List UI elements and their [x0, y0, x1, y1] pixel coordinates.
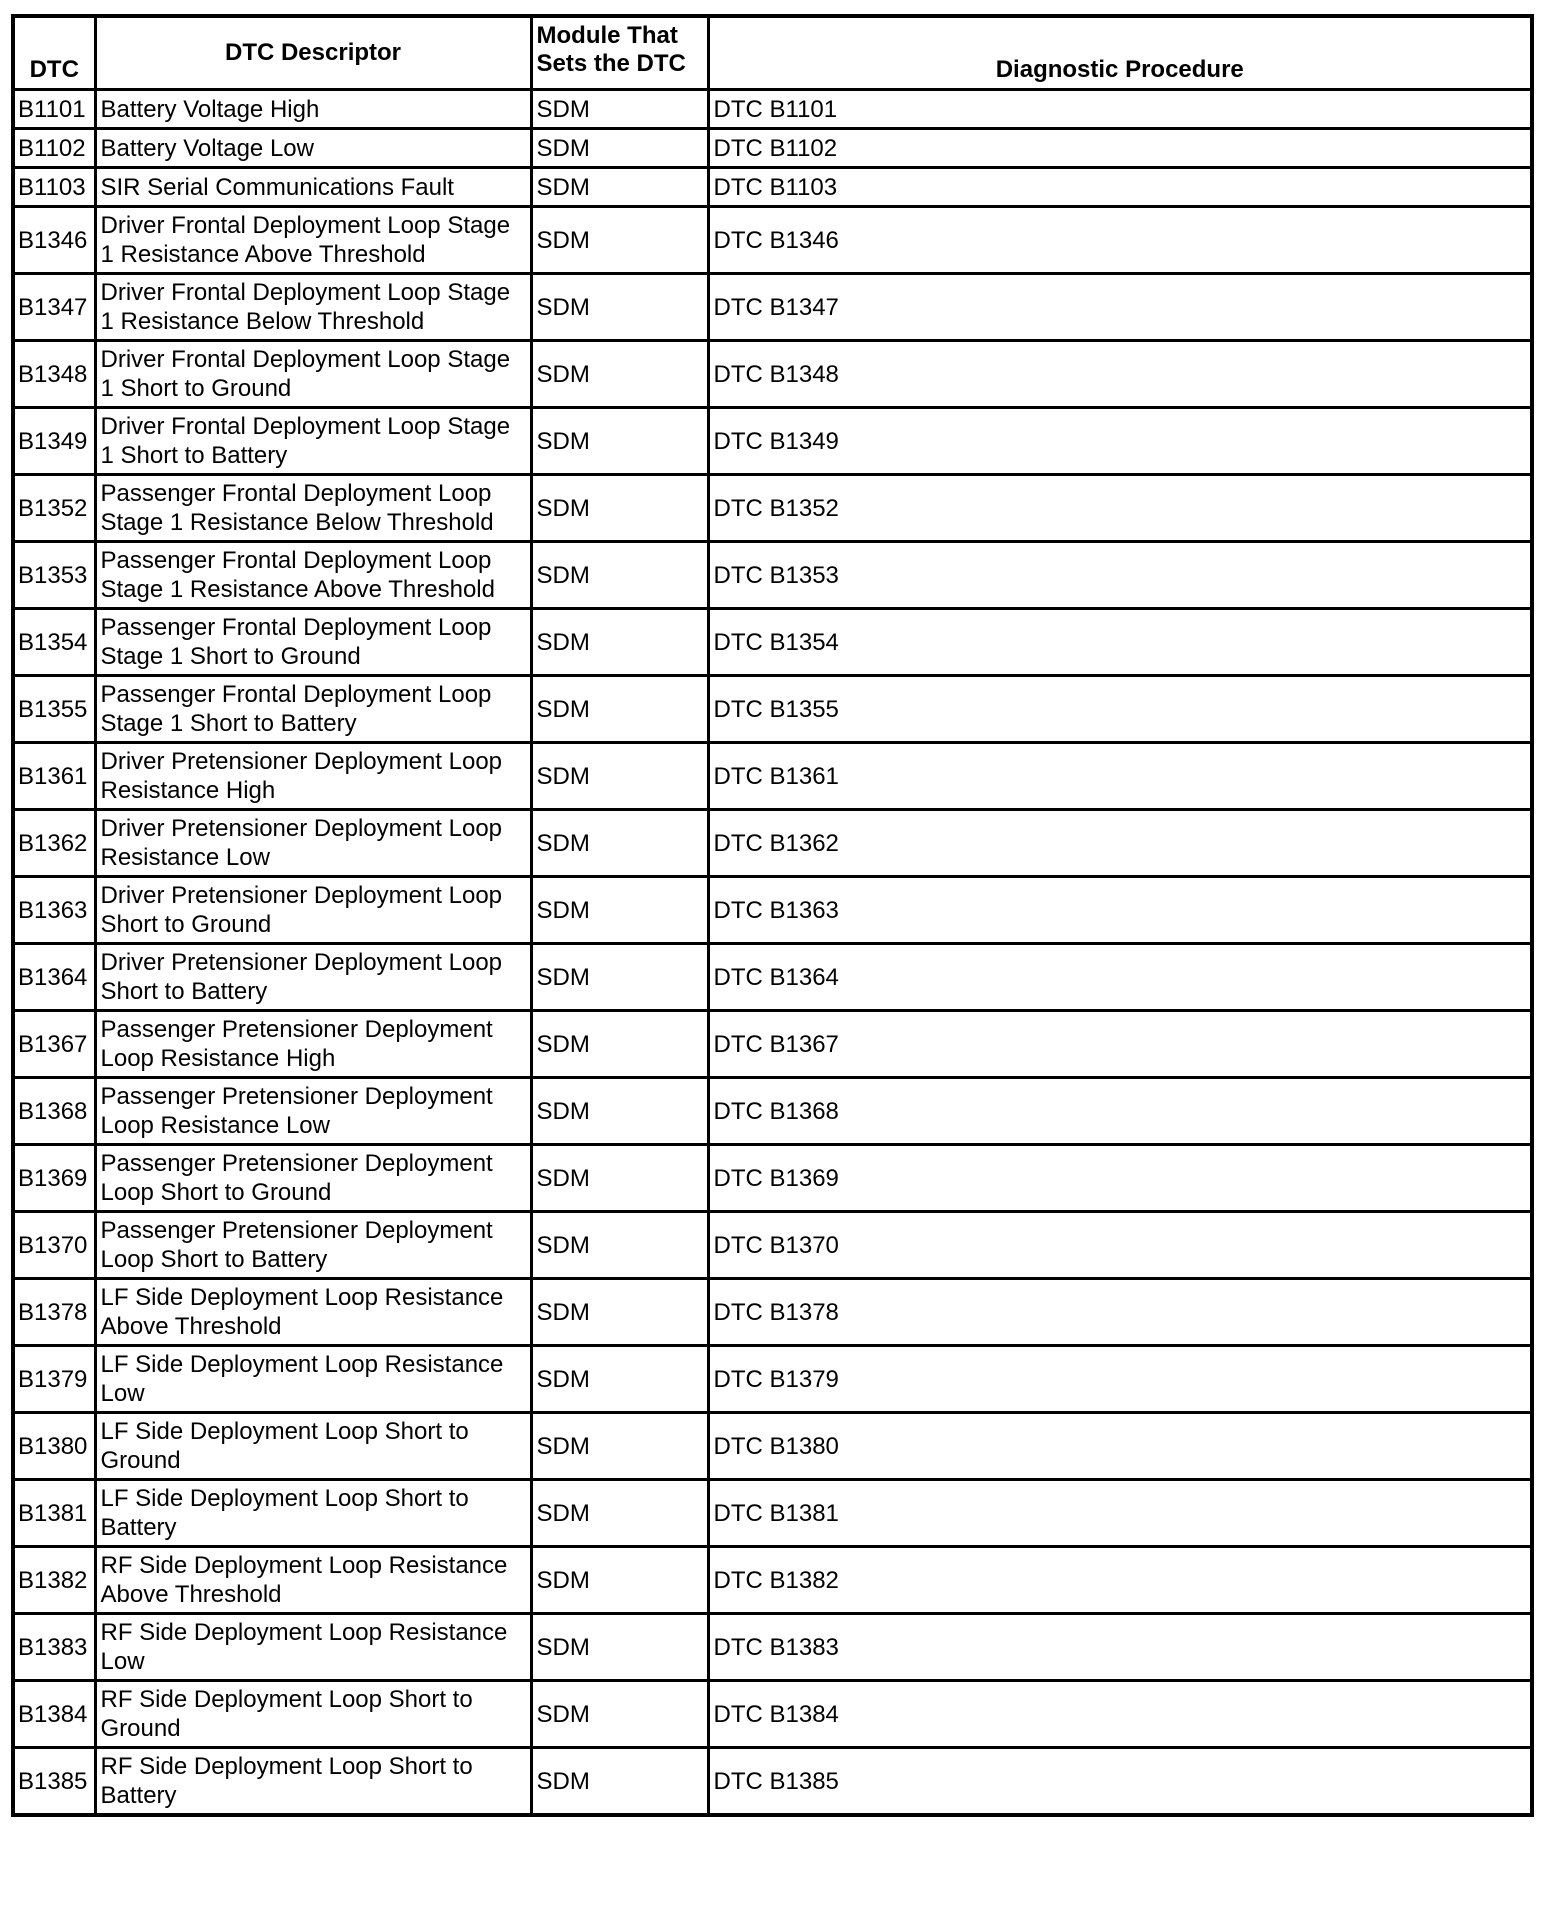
dtc-code-cell: B1380: [13, 1413, 95, 1480]
table-row: [13, 743, 1532, 810]
procedure-cell: DTC B1362: [708, 810, 1532, 877]
header-diagnostic-procedure: Diagnostic Procedure: [708, 16, 1532, 90]
dtc-code-cell: B1361: [13, 743, 95, 810]
dtc-code-cell: B1102: [13, 129, 95, 168]
table-row: [13, 90, 1532, 129]
table-row: [13, 1748, 1532, 1816]
table-row: [13, 1212, 1532, 1279]
dtc-table: [11, 14, 1534, 1817]
descriptor-cell: Passenger Pretensioner Deployment Loop Resistance High: [95, 1011, 531, 1078]
module-cell: SDM: [531, 90, 708, 129]
dtc-code-cell: B1101: [13, 90, 95, 129]
dtc-code-cell: B1346: [13, 207, 95, 274]
procedure-cell: DTC B1361: [708, 743, 1532, 810]
module-cell: SDM: [531, 609, 708, 676]
module-cell: SDM: [531, 1614, 708, 1681]
dtc-code-cell: B1369: [13, 1145, 95, 1212]
module-cell: SDM: [531, 877, 708, 944]
descriptor-cell: Passenger Pretensioner Deployment Loop Short to Ground: [95, 1145, 531, 1212]
procedure-cell: DTC B1346: [708, 207, 1532, 274]
procedure-cell: DTC B1354: [708, 609, 1532, 676]
descriptor-cell: Driver Pretensioner Deployment Loop Short to Battery: [95, 944, 531, 1011]
dtc-code-cell: B1368: [13, 1078, 95, 1145]
descriptor-cell: LF Side Deployment Loop Resistance Above Threshold: [95, 1279, 531, 1346]
module-cell: SDM: [531, 1346, 708, 1413]
module-cell: SDM: [531, 341, 708, 408]
module-cell: SDM: [531, 1681, 708, 1748]
table-row: [13, 1413, 1532, 1480]
dtc-code-cell: B1382: [13, 1547, 95, 1614]
descriptor-cell: Driver Frontal Deployment Loop Stage 1 Short to Ground: [95, 341, 531, 408]
module-cell: SDM: [531, 743, 708, 810]
table-row: [13, 1547, 1532, 1614]
table-row: [13, 1279, 1532, 1346]
module-cell: SDM: [531, 1078, 708, 1145]
dtc-code-cell: B1355: [13, 676, 95, 743]
header-row: [13, 16, 1532, 90]
module-cell: SDM: [531, 1547, 708, 1614]
dtc-code-cell: B1384: [13, 1681, 95, 1748]
descriptor-cell: Passenger Pretensioner Deployment Loop Short to Battery: [95, 1212, 531, 1279]
procedure-cell: DTC B1355: [708, 676, 1532, 743]
module-cell: SDM: [531, 274, 708, 341]
procedure-cell: DTC B1349: [708, 408, 1532, 475]
procedure-cell: DTC B1102: [708, 129, 1532, 168]
procedure-cell: DTC B1348: [708, 341, 1532, 408]
dtc-code-cell: B1378: [13, 1279, 95, 1346]
table-row: [13, 1480, 1532, 1547]
table-row: [13, 207, 1532, 274]
dtc-code-cell: B1352: [13, 475, 95, 542]
module-cell: SDM: [531, 475, 708, 542]
procedure-cell: DTC B1382: [708, 1547, 1532, 1614]
module-cell: SDM: [531, 1413, 708, 1480]
procedure-cell: DTC B1353: [708, 542, 1532, 609]
table-row: [13, 274, 1532, 341]
module-cell: SDM: [531, 129, 708, 168]
table-row: [13, 944, 1532, 1011]
descriptor-cell: LF Side Deployment Loop Resistance Low: [95, 1346, 531, 1413]
procedure-cell: DTC B1381: [708, 1480, 1532, 1547]
procedure-cell: DTC B1367: [708, 1011, 1532, 1078]
table-row: [13, 129, 1532, 168]
descriptor-cell: Passenger Pretensioner Deployment Loop Resistance Low: [95, 1078, 531, 1145]
procedure-cell: DTC B1378: [708, 1279, 1532, 1346]
module-cell: SDM: [531, 168, 708, 207]
table-row: [13, 676, 1532, 743]
module-cell: SDM: [531, 542, 708, 609]
descriptor-cell: Battery Voltage High: [95, 90, 531, 129]
table-row: [13, 810, 1532, 877]
descriptor-cell: RF Side Deployment Loop Short to Ground: [95, 1681, 531, 1748]
procedure-cell: DTC B1383: [708, 1614, 1532, 1681]
procedure-cell: DTC B1363: [708, 877, 1532, 944]
module-cell: SDM: [531, 1279, 708, 1346]
procedure-cell: DTC B1384: [708, 1681, 1532, 1748]
module-cell: SDM: [531, 1480, 708, 1547]
module-cell: SDM: [531, 1011, 708, 1078]
module-cell: SDM: [531, 676, 708, 743]
procedure-cell: DTC B1101: [708, 90, 1532, 129]
module-cell: SDM: [531, 408, 708, 475]
module-cell: SDM: [531, 810, 708, 877]
table-row: [13, 341, 1532, 408]
table-body: [13, 90, 1532, 1816]
dtc-code-cell: B1354: [13, 609, 95, 676]
dtc-code-cell: B1383: [13, 1614, 95, 1681]
table-row: [13, 475, 1532, 542]
table-row: [13, 1681, 1532, 1748]
procedure-cell: DTC B1347: [708, 274, 1532, 341]
procedure-cell: DTC B1370: [708, 1212, 1532, 1279]
dtc-code-cell: B1353: [13, 542, 95, 609]
descriptor-cell: Driver Frontal Deployment Loop Stage 1 Resistance Below Threshold: [95, 274, 531, 341]
descriptor-cell: LF Side Deployment Loop Short to Ground: [95, 1413, 531, 1480]
descriptor-cell: Driver Frontal Deployment Loop Stage 1 Short to Battery: [95, 408, 531, 475]
table-row: [13, 408, 1532, 475]
procedure-cell: DTC B1103: [708, 168, 1532, 207]
dtc-code-cell: B1364: [13, 944, 95, 1011]
module-cell: SDM: [531, 944, 708, 1011]
dtc-code-cell: B1349: [13, 408, 95, 475]
table-row: [13, 1145, 1532, 1212]
header-dtc-descriptor: DTC Descriptor: [95, 16, 531, 90]
table-row: [13, 1078, 1532, 1145]
descriptor-cell: Passenger Frontal Deployment Loop Stage 1 Resistance Below Threshold: [95, 475, 531, 542]
module-cell: SDM: [531, 1748, 708, 1816]
module-cell: SDM: [531, 207, 708, 274]
module-cell: SDM: [531, 1212, 708, 1279]
table-row: [13, 1614, 1532, 1681]
dtc-code-cell: B1379: [13, 1346, 95, 1413]
table-row: [13, 168, 1532, 207]
dtc-code-cell: B1363: [13, 877, 95, 944]
dtc-code-cell: B1347: [13, 274, 95, 341]
descriptor-cell: Driver Frontal Deployment Loop Stage 1 Resistance Above Threshold: [95, 207, 531, 274]
dtc-code-cell: B1103: [13, 168, 95, 207]
dtc-code-cell: B1381: [13, 1480, 95, 1547]
table-row: [13, 542, 1532, 609]
dtc-code-cell: B1367: [13, 1011, 95, 1078]
descriptor-cell: Passenger Frontal Deployment Loop Stage 1 Resistance Above Threshold: [95, 542, 531, 609]
table-row: [13, 609, 1532, 676]
procedure-cell: DTC B1380: [708, 1413, 1532, 1480]
table-row: [13, 877, 1532, 944]
module-cell: SDM: [531, 1145, 708, 1212]
procedure-cell: DTC B1369: [708, 1145, 1532, 1212]
descriptor-cell: Driver Pretensioner Deployment Loop Short to Ground: [95, 877, 531, 944]
procedure-cell: DTC B1368: [708, 1078, 1532, 1145]
dtc-code-cell: B1385: [13, 1748, 95, 1816]
descriptor-cell: LF Side Deployment Loop Short to Battery: [95, 1480, 531, 1547]
procedure-cell: DTC B1364: [708, 944, 1532, 1011]
dtc-code-cell: B1370: [13, 1212, 95, 1279]
table-row: [13, 1011, 1532, 1078]
descriptor-cell: Battery Voltage Low: [95, 129, 531, 168]
dtc-code-cell: B1348: [13, 341, 95, 408]
descriptor-cell: SIR Serial Communications Fault: [95, 168, 531, 207]
table-row: [13, 1346, 1532, 1413]
descriptor-cell: Passenger Frontal Deployment Loop Stage 1 Short to Battery: [95, 676, 531, 743]
procedure-cell: DTC B1379: [708, 1346, 1532, 1413]
procedure-cell: DTC B1385: [708, 1748, 1532, 1816]
header-module: Module That Sets the DTC: [531, 16, 708, 90]
descriptor-cell: Driver Pretensioner Deployment Loop Resistance High: [95, 743, 531, 810]
procedure-cell: DTC B1352: [708, 475, 1532, 542]
descriptor-cell: RF Side Deployment Loop Resistance Above Threshold: [95, 1547, 531, 1614]
descriptor-cell: Driver Pretensioner Deployment Loop Resistance Low: [95, 810, 531, 877]
descriptor-cell: Passenger Frontal Deployment Loop Stage 1 Short to Ground: [95, 609, 531, 676]
dtc-code-cell: B1362: [13, 810, 95, 877]
header-dtc: DTC: [13, 16, 95, 90]
descriptor-cell: RF Side Deployment Loop Resistance Low: [95, 1614, 531, 1681]
descriptor-cell: RF Side Deployment Loop Short to Battery: [95, 1748, 531, 1816]
table-header: [13, 16, 1532, 90]
